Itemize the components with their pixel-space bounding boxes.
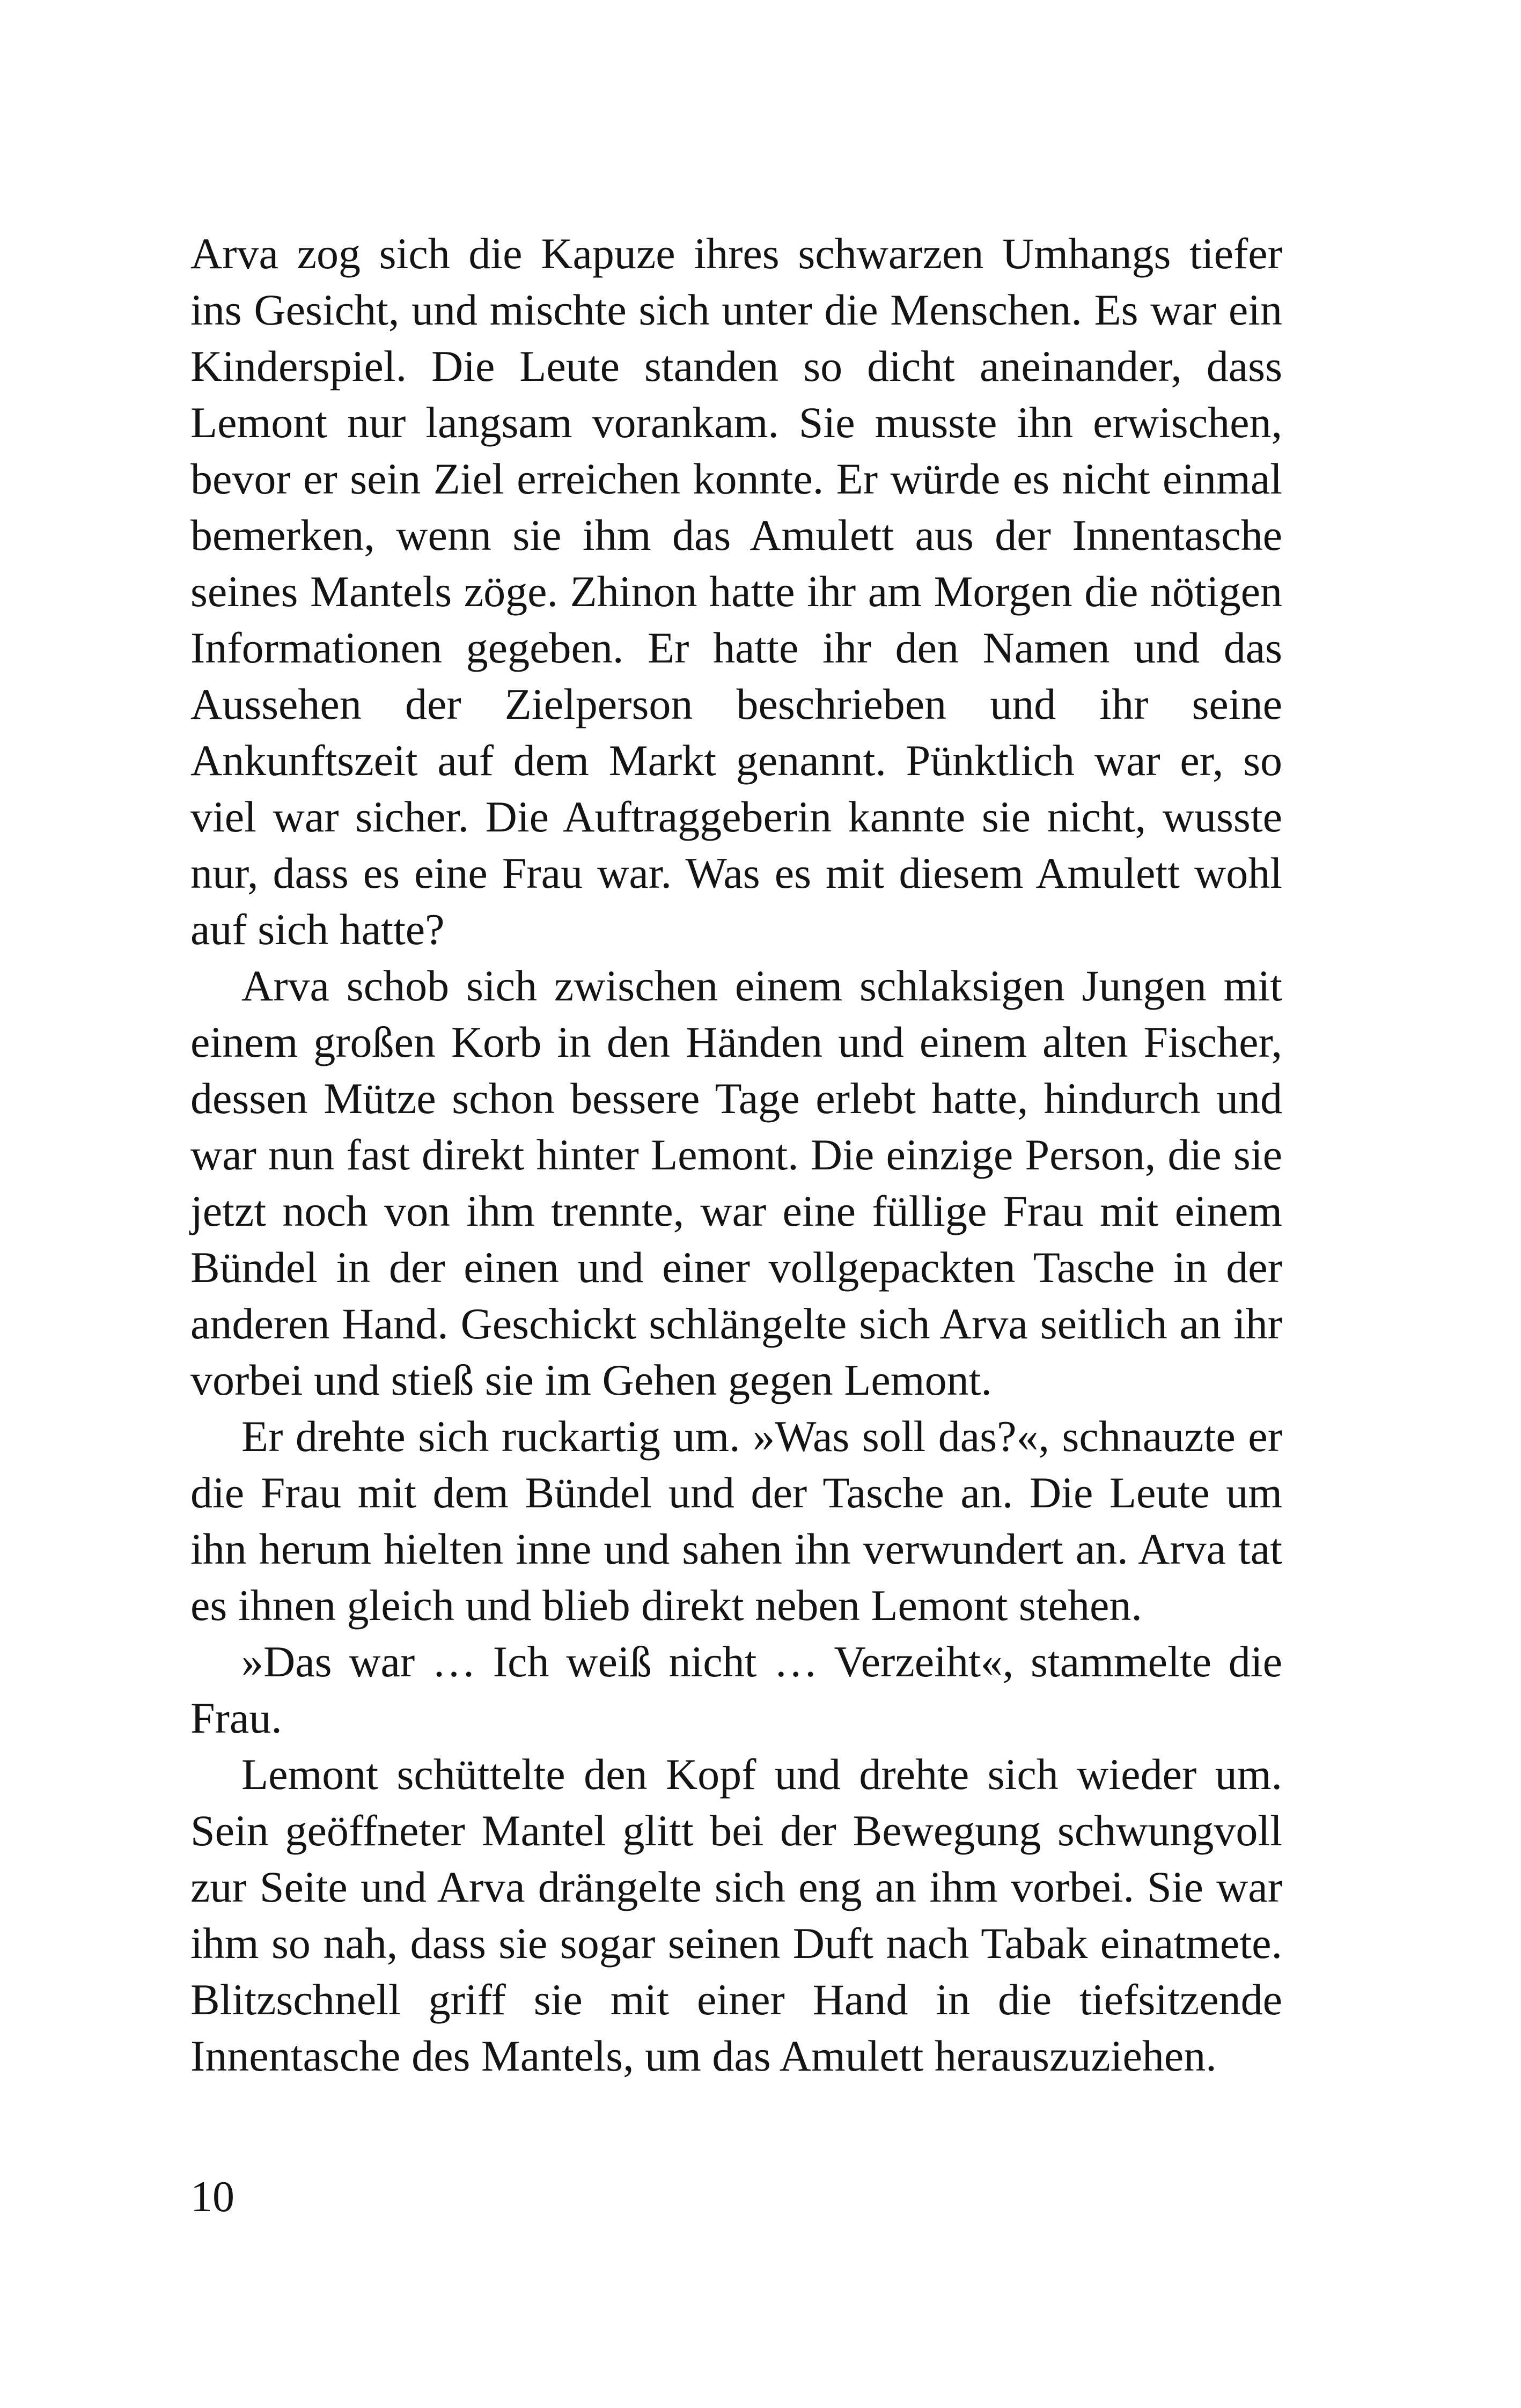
page-number: 10 bbox=[190, 2172, 234, 2221]
paragraph: »Das war … Ich weiß nicht … Verzeiht«, stammelte die Frau. bbox=[190, 1637, 1282, 1742]
paragraph: Arva schob sich zwischen einem schlaksigen Jungen mit einem großen Korb in den Händen und einem alten Fischer, dessen Mütze schon bessere Tage erlebt hatte, hindurch und war nun fast direkt hinter Lemont. Die einzige Person, die sie jetzt noch von ihm trennte, war eine füllige Frau mit einem Bündel in der einen und einer vollgepackten Tasche in der anderen Hand. Geschickt schlängelte sich Arva seitlich an ihr vorbei und stieß sie im Gehen gegen Lemont. bbox=[190, 961, 1282, 1404]
paragraph: Arva zog sich die Kapuze ihres schwarzen Umhangs tiefer ins Gesicht, und mischte sich unter die Menschen. Es war ein Kinderspiel. Die Leute standen so dicht aneinander, dass Lemont nur langsam vorankam. Sie musste ihn erwischen, bevor er sein Ziel erreichen konnte. Er würde es nicht einmal bemerken, wenn sie ihm das Amulett aus der Innentasche seines Mantels zöge. Zhinon hatte ihr am Morgen die nötigen Informationen gegeben. Er hatte ihr den Namen und das Aussehen der Zielperson beschrieben und ihr seine Ankunftszeit auf dem Markt genannt. Pünktlich war er, so viel war sicher. Die Auftraggeberin kannte sie nicht, wusste nur, dass es eine Frau war. Was es mit diesem Amulett wohl auf sich hatte? bbox=[190, 229, 1282, 954]
body-text bbox=[190, 225, 1282, 2084]
paragraph: Lemont schüttelte den Kopf und drehte sich wieder um. Sein geöffneter Mantel glitt bei der Bewegung schwungvoll zur Seite und Arva drängelte sich eng an ihm vorbei. Sie war ihm so nah, dass sie sogar seinen Duft nach Tabak einatmete. Blitzschnell griff sie mit einer Hand in die tiefsitzende Innentasche des Mantels, um das Amulett herauszuziehen. bbox=[190, 1750, 1282, 2080]
paragraph: Er drehte sich ruckartig um. »Was soll das?«, schnauzte er die Frau mit dem Bündel und der Tasche an. Die Leute um ihn herum hielten inne und sahen ihn verwundert an. Arva tat es ihnen gleich und blieb direkt neben Lemont stehen. bbox=[190, 1412, 1282, 1630]
